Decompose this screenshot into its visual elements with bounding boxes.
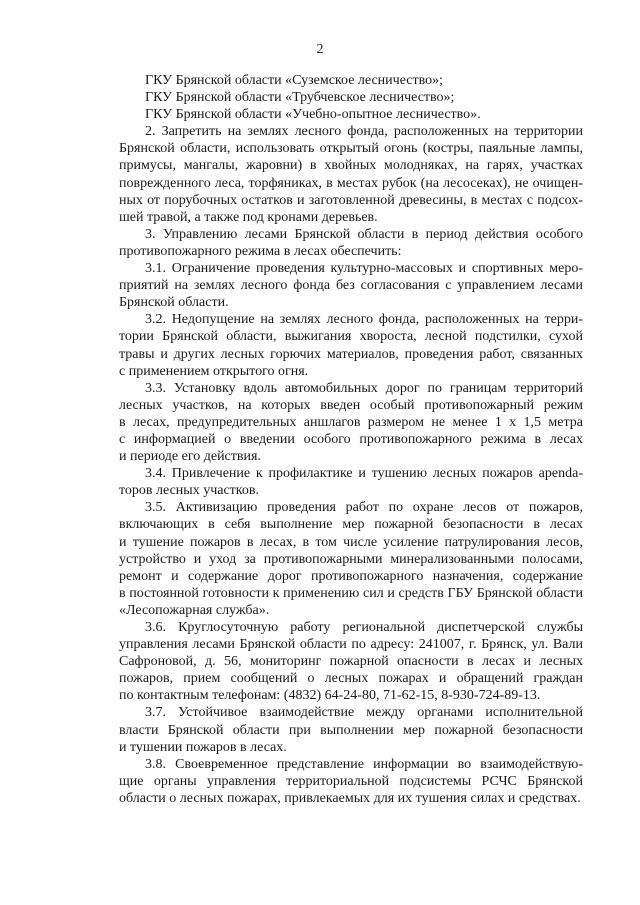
text-line: власти Брянской области при выполнении мер пожарной безопасности (119, 722, 583, 738)
text-line: с информацией о введении особого противопожарного режима в лесах (119, 431, 583, 447)
text-line: ГКУ Брянской области «Учебно-опытное лесничество». (145, 107, 481, 123)
text-line: тории Брянской области, выжигания хвороста, лесной подстилки, сухой (119, 329, 583, 345)
text-line: 3.1. Ограничение проведения культурно-массовых и спортивных меро- (145, 261, 583, 277)
text-line: 3.5. Активизацию проведения работ по охране лесов от пожаров, (145, 500, 583, 516)
text-line: 3. Управлению лесами Брянской области в период действия особого (145, 226, 583, 242)
text-line: Брянской области. (119, 295, 229, 311)
text-line: шей травой, а также под кронами деревьев. (119, 209, 378, 225)
text-line: ГКУ Брянской области «Суземское лесничество»; (145, 73, 443, 88)
document-body (119, 72, 583, 807)
text-line: 2. Запретить на землях лесного фонда, расположенных на территории (145, 124, 583, 140)
text-line: поврежденного леса, торфяниках, в местах рубок (на лесосеках), не очищен- (119, 175, 583, 191)
text-line: примусы, мангалы, жаровни) в хвойных молодняках, на гарях, участках (119, 158, 583, 174)
text-line: 3.3. Установку вдоль автомобильных дорог по границам территорий (145, 380, 583, 396)
text-line: управления лесами Брянской области по адресу: 241007, г. Брянск, ул. Вали (119, 637, 583, 653)
text-line: 3.8. Своевременное представление информации во взаимодействую- (145, 756, 583, 772)
text-line: противопожарного режима в лесах обеспечить: (119, 243, 402, 259)
text-line: и тушении пожаров в лесах. (119, 739, 287, 755)
page-number: 2 (316, 42, 324, 57)
text-line: травы и других лесных горючих материалов, проведения работ, связанных (119, 346, 583, 362)
text-line: щие органы управления территориальной подсистемы РСЧС Брянской (119, 773, 583, 789)
text-line: устройство и уход за противопожарными минерализованными полосами, (119, 551, 583, 567)
text-line: и тушение пожаров в лесах, в том числе усиление патрулирования лесов, (119, 534, 583, 550)
text-line: в лесах, предупредительных аншлагов размером не менее 1 х 1,5 метра (119, 414, 583, 430)
text-line: 3.2. Недопущение на землях лесного фонда, расположенных на терри- (145, 312, 583, 328)
text-line: с применением открытого огня. (119, 363, 309, 379)
text-line: включающих в себя выполнение мер пожарной безопасности в лесах (119, 517, 583, 533)
text-line: ГКУ Брянской области «Трубчевское лесничество»; (145, 90, 455, 106)
text-line: ных от порубочных остатков и заготовленной древесины, в местах с подсох- (119, 192, 583, 208)
text-line: ремонт и содержание дорог противопожарного назначения, содержание (119, 568, 583, 584)
text-line: 3.7. Устойчивое взаимодействие между органами исполнительной (145, 705, 583, 721)
text-line: приятий на землях лесного фонда без согласования с управлением лесами (119, 278, 583, 294)
text-line: Брянской области, использовать открытый огонь (костры, паяльные лампы, (119, 141, 583, 157)
text-line: по контактным телефонам: (4832) 64-24-80, 71-62-15, 8-930-724-89-13. (119, 688, 541, 704)
text-line: «Лесопожарная служба». (119, 602, 270, 618)
text-line: лесных участков, на которых введен особый противопожарный режим (119, 397, 583, 413)
text-line: торов лесных участков. (119, 483, 259, 499)
text-line: 3.6. Круглосуточную работу региональной диспетчерской службы (145, 620, 583, 635)
text-line: в постоянной готовности к применению сил и средств ГБУ Брянской области (119, 585, 583, 601)
text-line: Сафроновой, д. 56, мониторинг пожарной опасности в лесах и лесных (119, 654, 583, 670)
text-line: 3.4. Привлечение к профилактике и тушению лесных пожаров арenda- (145, 466, 583, 482)
text-line: пожаров, прием сообщений о лесных пожарах и обращений граждан (119, 671, 583, 687)
text-line: области о лесных пожарах, привлекаемых для их тушения силах и средствах. (119, 790, 581, 806)
text-line: и периоде его действия. (119, 449, 261, 465)
